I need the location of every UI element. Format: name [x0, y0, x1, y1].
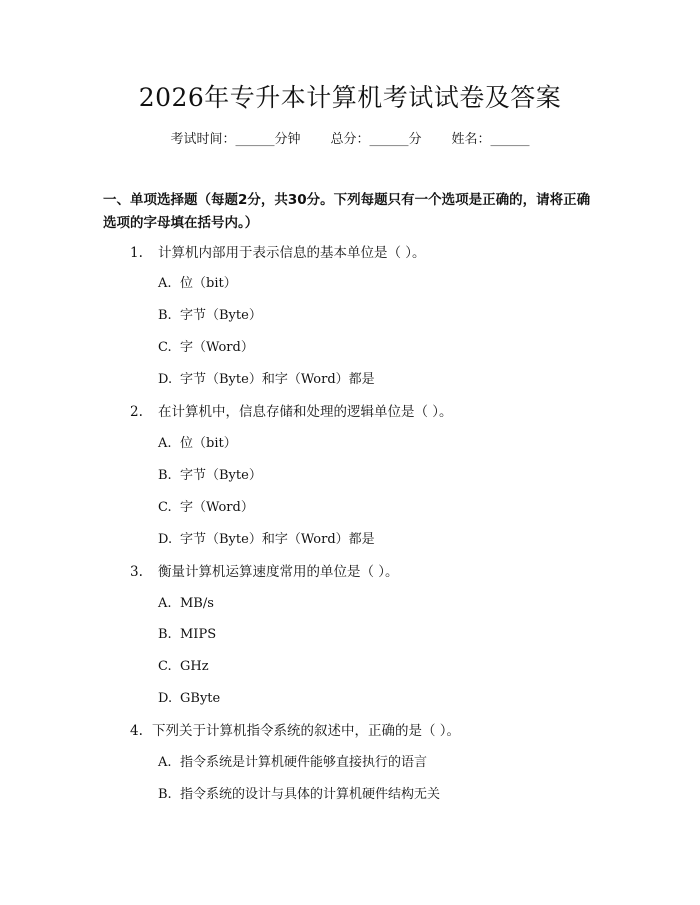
question-number: 4. — [130, 723, 143, 739]
question-text: 计算机内部用于表示信息的基本单位是（ ）。 — [158, 245, 426, 261]
option-letter: A. — [158, 596, 172, 611]
option-text: 位（bit） — [180, 276, 237, 291]
option — [158, 657, 209, 677]
option-letter: C. — [158, 500, 172, 515]
option-letter: C. — [158, 340, 172, 355]
option — [158, 434, 237, 454]
exam-meta — [0, 130, 700, 150]
page-title: 2026年专升本计算机考试试卷及答案 — [138, 83, 562, 112]
section-heading: 一、单项选择题（每题2分，共30分。下列每题只有一个选项是正确的，请将正确选项的字母填在括号内。） — [103, 192, 591, 231]
option-text: 指令系统的设计与具体的计算机硬件结构无关 — [180, 787, 441, 802]
question-text: 在计算机中，信息存储和处理的逻辑单位是（ ）。 — [158, 404, 453, 420]
option-text: 字节（Byte） — [180, 308, 262, 323]
question — [130, 402, 453, 422]
option-letter: B. — [158, 308, 172, 323]
option-letter: A. — [158, 755, 172, 770]
option — [158, 466, 262, 486]
option — [158, 370, 375, 390]
option-text: 指令系统是计算机硬件能够直接执行的语言 — [180, 755, 428, 770]
total-score-field: 总分：______分 — [330, 132, 422, 147]
question — [130, 562, 399, 582]
option-text: GByte — [180, 691, 221, 706]
option-letter: C. — [158, 659, 172, 674]
option-letter: D. — [158, 532, 173, 547]
option — [158, 306, 262, 326]
option-text: 字节（Byte）和字（Word）都是 — [180, 532, 375, 547]
option-text: GHz — [180, 659, 209, 674]
option — [158, 689, 220, 709]
option-letter: B. — [158, 627, 172, 642]
option-text: 字节（Byte）和字（Word）都是 — [180, 372, 375, 387]
option — [158, 785, 440, 805]
option-text: 字（Word） — [180, 500, 254, 515]
question-number: 1. — [130, 245, 143, 261]
option-text: MB/s — [180, 596, 214, 611]
option — [158, 594, 214, 614]
exam-time-field: 考试时间：______分钟 — [170, 132, 301, 147]
option — [158, 625, 216, 645]
option-text: MIPS — [180, 627, 217, 642]
option — [158, 753, 427, 773]
question-number: 2. — [130, 404, 143, 420]
student-name-field: 姓名：______ — [451, 132, 530, 147]
option-letter: B. — [158, 787, 172, 802]
question-text: 下列关于计算机指令系统的叙述中，正确的是（ ）。 — [152, 723, 461, 739]
question-number: 3. — [130, 564, 143, 580]
option-letter: D. — [158, 691, 173, 706]
option-letter: A. — [158, 436, 172, 451]
question — [130, 243, 426, 263]
option-text: 位（bit） — [180, 436, 237, 451]
option — [158, 530, 375, 550]
option-text: 字（Word） — [180, 340, 254, 355]
question-text: 衡量计算机运算速度常用的单位是（ ）。 — [158, 564, 399, 580]
option-letter: B. — [158, 468, 172, 483]
option-text: 字节（Byte） — [180, 468, 262, 483]
question — [130, 721, 460, 741]
option — [158, 338, 254, 358]
option — [158, 498, 254, 518]
option-letter: D. — [158, 372, 173, 387]
option-letter: A. — [158, 276, 172, 291]
option — [158, 274, 237, 294]
